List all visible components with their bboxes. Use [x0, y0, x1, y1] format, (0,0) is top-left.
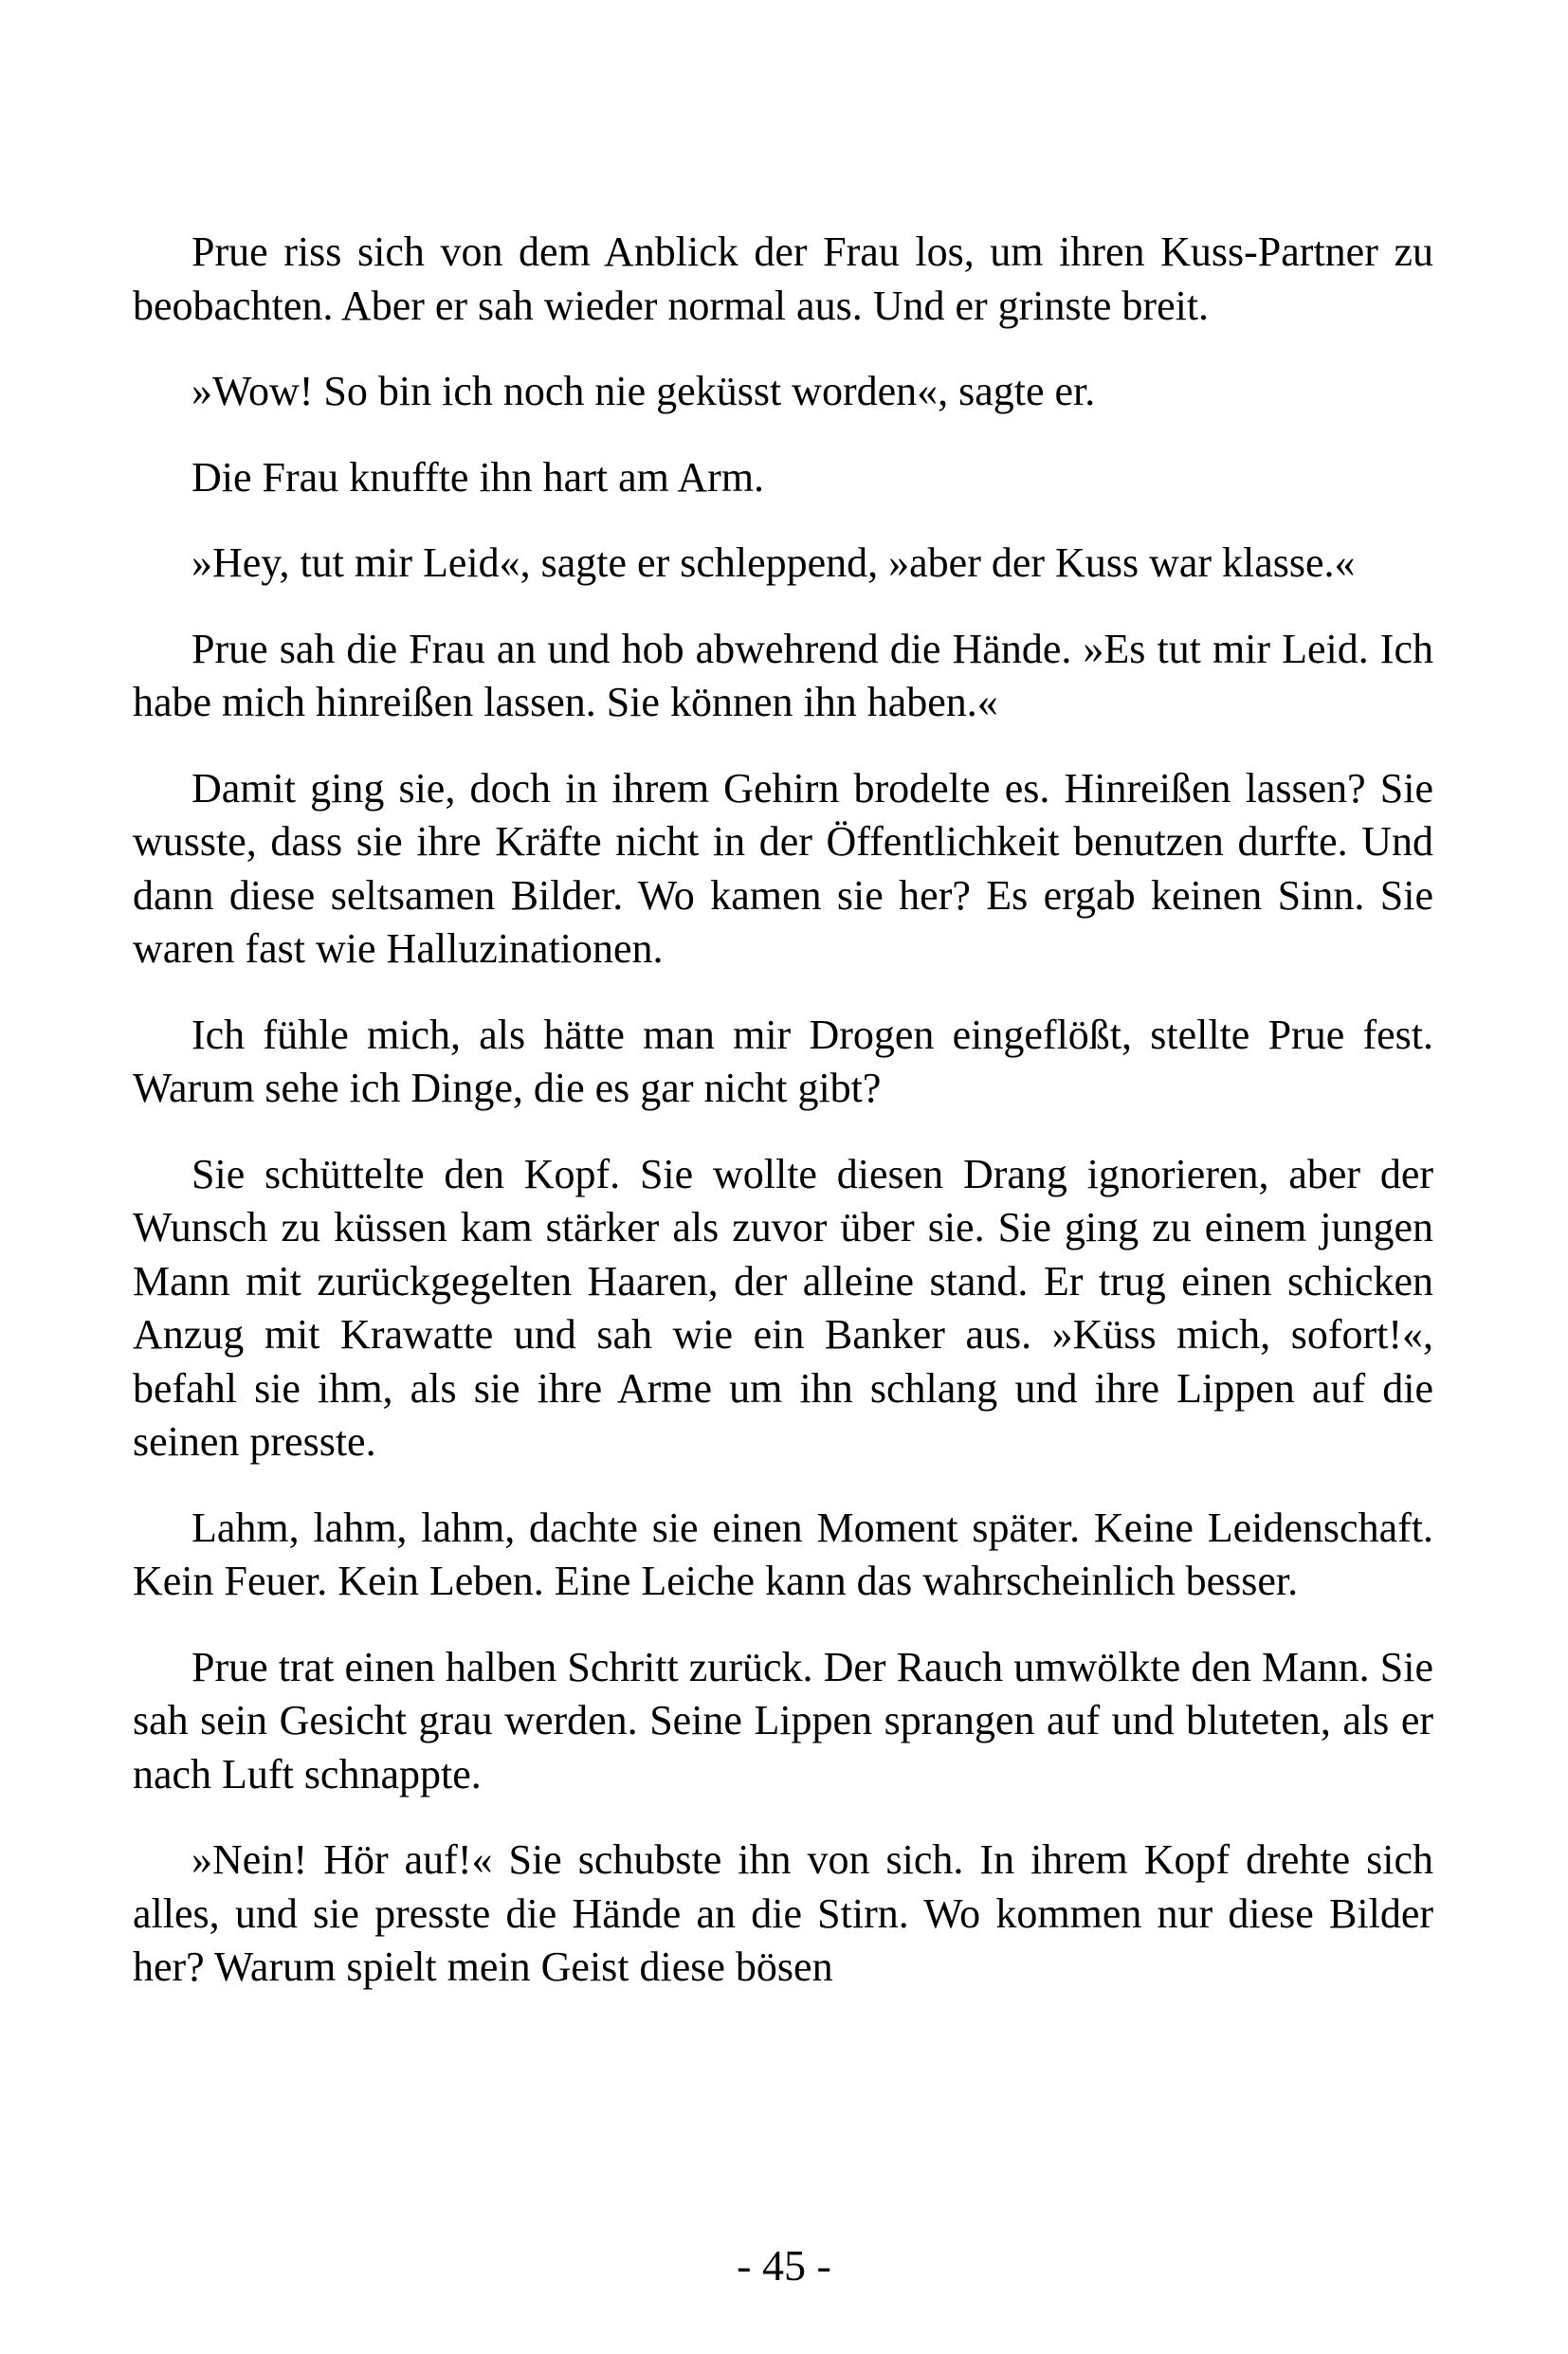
- page-body: [133, 226, 1433, 2027]
- paragraph-11: »Nein! Hör auf!« Sie schubste ihn von sich. In ihrem Kopf drehte sich alles, und sie presste die Hände an die Stirn. Wo kommen nur diese Bilder her? Warum spielt mein Geist diese bösen: [133, 1836, 1433, 1990]
- page-number: - 45 -: [737, 2241, 831, 2290]
- paragraph-5: Prue sah die Frau an und hob abwehrend die Hände. »Es tut mir Leid. Ich habe mich hinreißen lassen. Sie können ihn haben.«: [133, 625, 1433, 725]
- paragraph-6: Damit ging sie, doch in ihrem Gehirn brodelte es. Hinreißen lassen? Sie wusste, dass sie ihre Kräfte nicht in der Öffentlichkeit benutzen durfte. Und dann diese seltsamen Bilder. Wo kamen sie her? Es ergab keinen Sinn. Sie waren fast wie Halluzinationen.: [133, 764, 1433, 972]
- paragraph-8: Sie schüttelte den Kopf. Sie wollte diesen Drang ignorieren, aber der Wunsch zu küssen kam stärker als zuvor über sie. Sie ging zu einem jungen Mann mit zurückgegelten Haaren, der alleine stand. Er trug einen schicken Anzug mit Krawatte und sah wie ein Banker aus. »Küss mich, sofort!«, befahl sie ihm, als sie ihre Arme um ihn schlang und ihre Lippen auf die seinen presste.: [133, 1150, 1433, 1465]
- paragraph-10: Prue trat einen halben Schritt zurück. Der Rauch umwölkte den Mann. Sie sah sein Gesicht grau werden. Seine Lippen sprangen auf und bluteten, als er nach Luft schnappte.: [133, 1643, 1433, 1797]
- paragraph-7: Ich fühle mich, als hätte man mir Drogen eingeflößt, stellte Prue fest. Warum sehe ich Dinge, die es gar nicht gibt?: [133, 1011, 1433, 1111]
- paragraph-4: »Hey, tut mir Leid«, sagte er schleppend, »aber der Kuss war klasse.«: [191, 539, 1356, 586]
- paragraph-2: »Wow! So bin ich noch nie geküsst worden«, sagte er.: [191, 368, 1096, 414]
- paragraph-9: Lahm, lahm, lahm, dachte sie einen Moment später. Keine Leidenschaft. Kein Feuer. Kein Leben. Eine Leiche kann das wahrscheinlich besser.: [133, 1504, 1433, 1604]
- paragraph-3: Die Frau knuffte ihn hart am Arm.: [191, 453, 765, 501]
- paragraph-1: Prue riss sich von dem Anblick der Frau los, um ihren Kuss-Partner zu beobachten. Aber er sah wieder normal aus. Und er grinste breit.: [133, 228, 1433, 329]
